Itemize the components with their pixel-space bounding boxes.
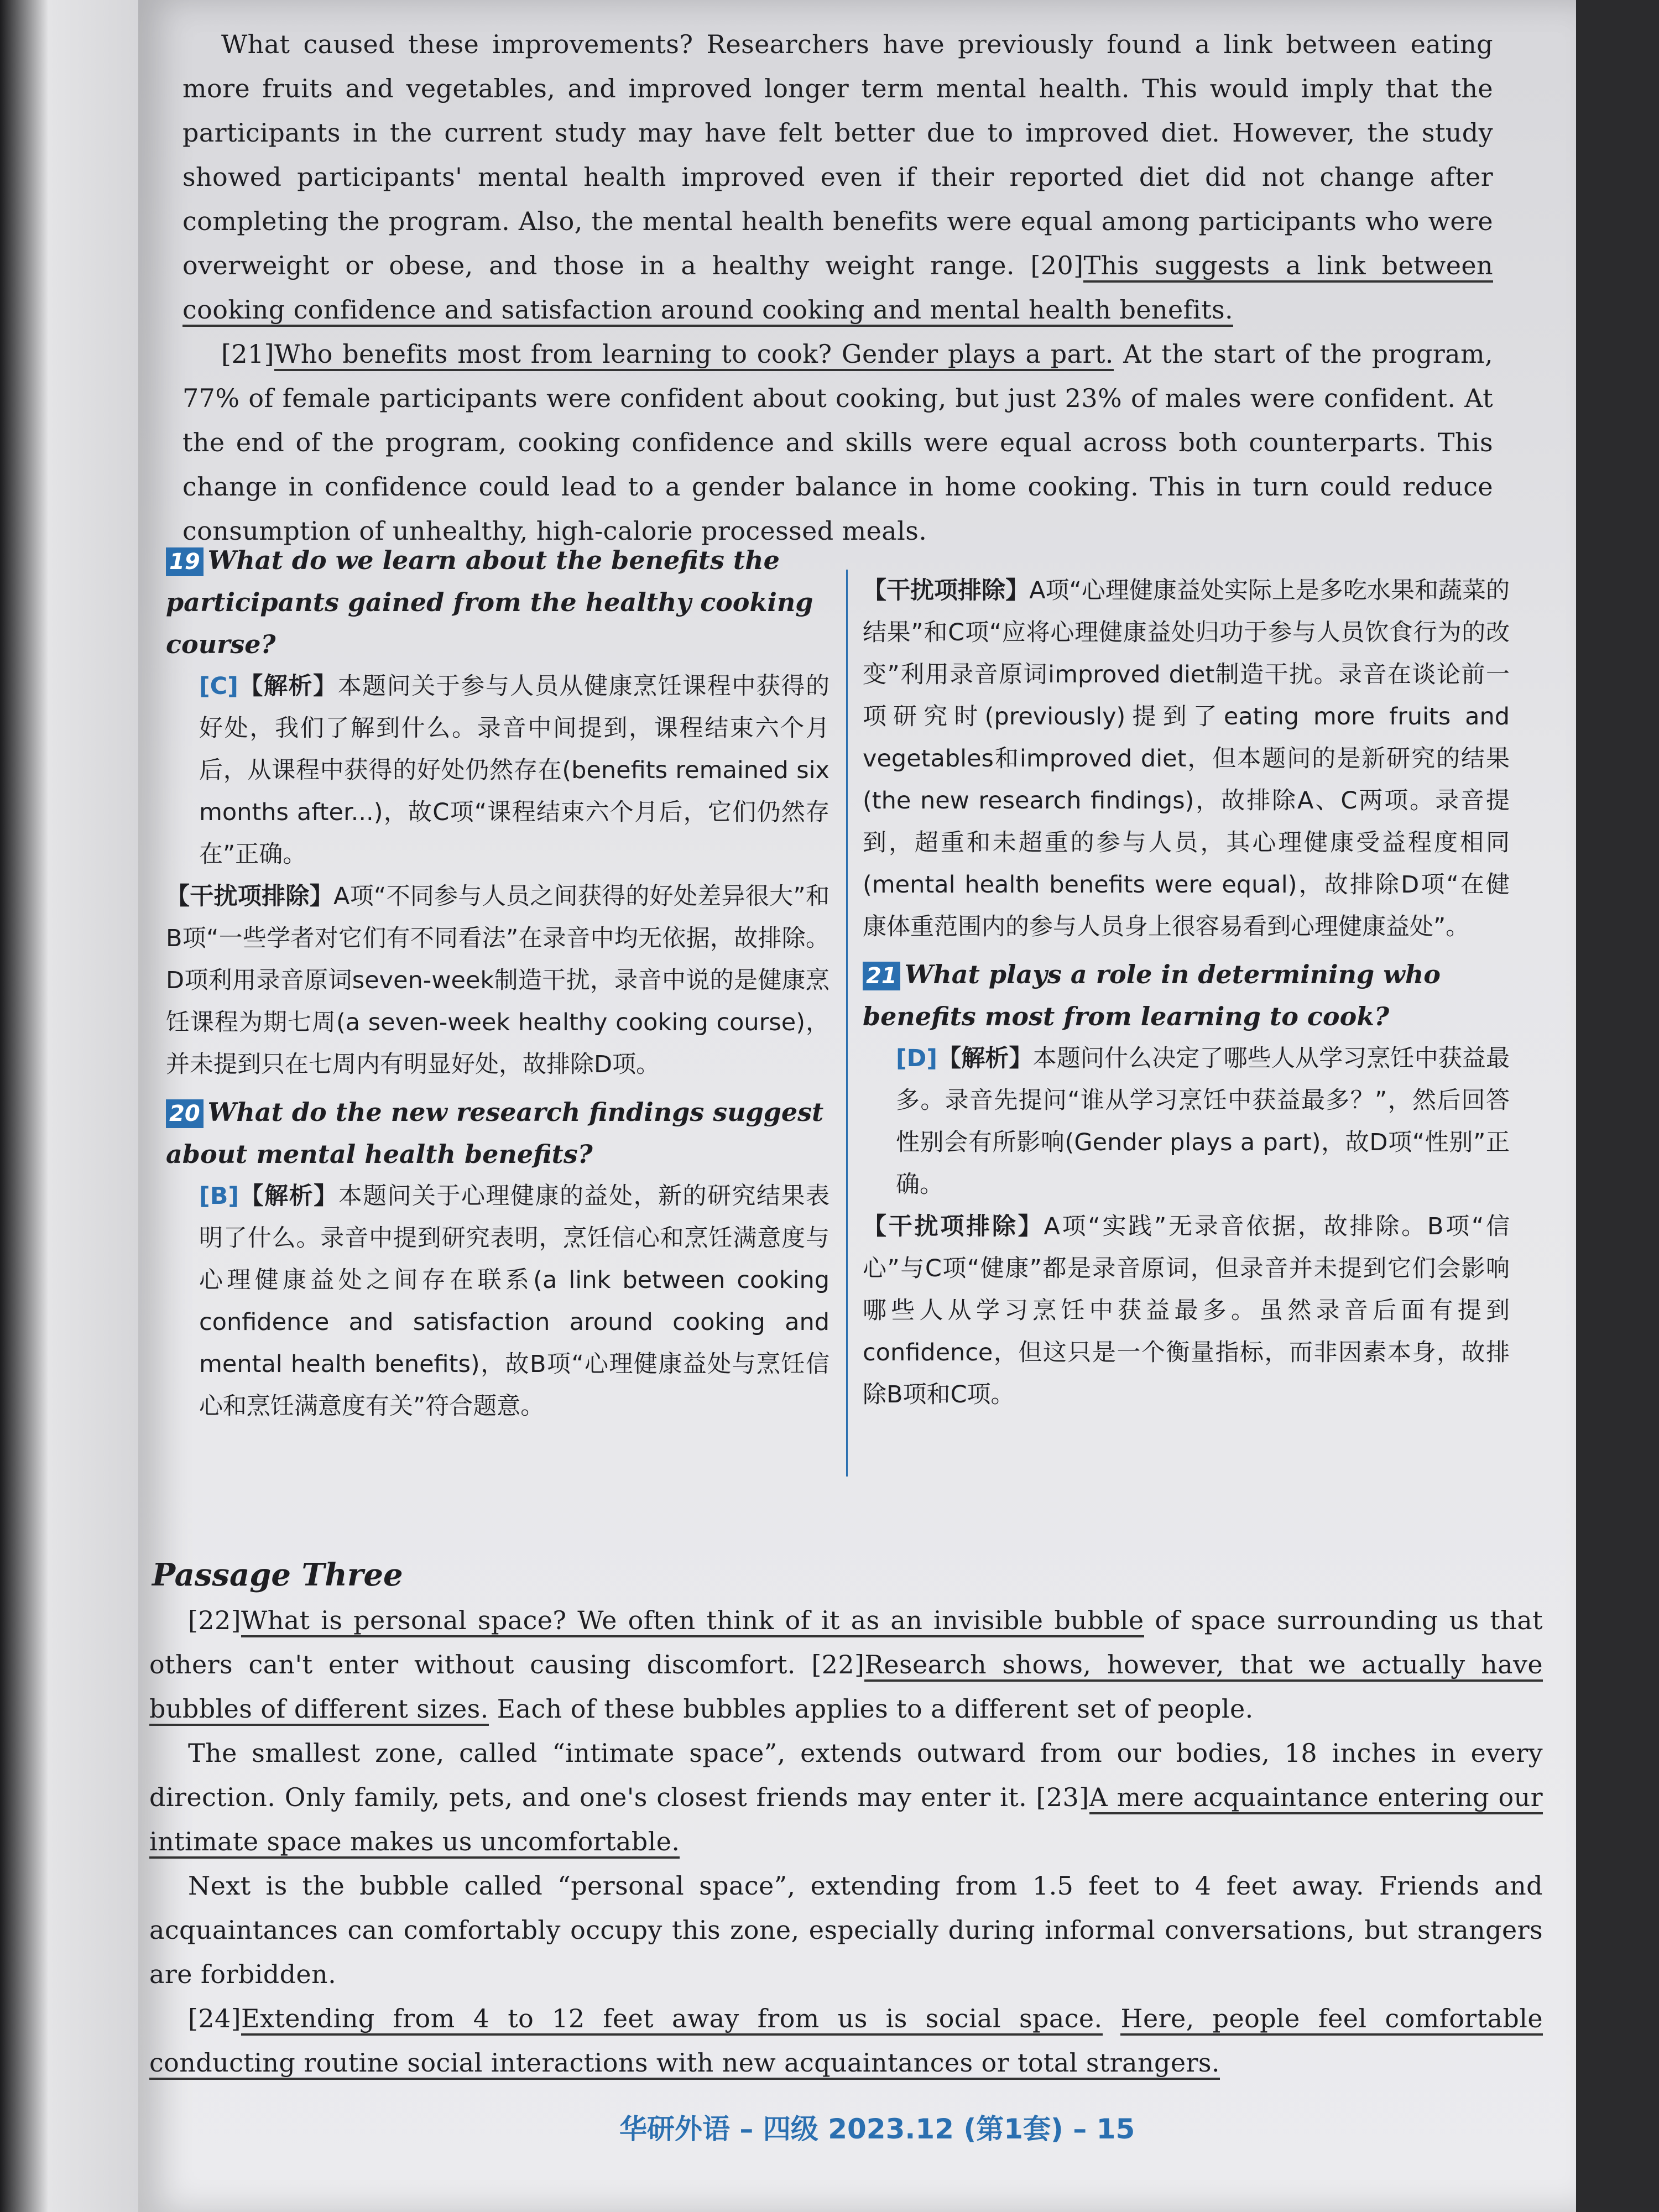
question-19 (166, 539, 830, 1086)
answer-letter: [C] (199, 672, 238, 700)
question-number: 21 (863, 962, 900, 990)
question-text: 20 What do the new research findings suggest about mental health benefits? (166, 1097, 824, 1169)
underlined-sentence: Extending from 4 to 12 feet away from us is social space. (241, 2004, 1102, 2036)
answers-left-column (166, 539, 830, 1427)
question-number: 20 (166, 1099, 204, 1128)
passage-paragraph: What caused these improvements? Researchers have previously found a link between eating more fruits and vegetables, and improved longer term mental health. This would imply that the participants in the current study may have felt better due to improved diet. However, the study showed participants' mental health improved even if their reported diet did not change after completing the program. Also, the mental health benefits were equal among participants who were overweight or obese, and those in a healthy weight range. [20]This suggests a link between cooking confidence and satisfaction around cooking and mental health benefits. (182, 22, 1493, 332)
analysis: [C]【解析】本题问关于参与人员从健康烹饪课程中获得的好处，我们了解到什么。录音中间提到，课程结束六个月后，从课程中获得的好处仍然存在(benefits remained six months after...)，故C项“课程结束六个月后，它们仍然存在”正确。 (199, 672, 830, 868)
analysis: [B]【解析】本题问关于心理健康的益处，新的研究结果表明了什么。录音中提到研究表明，烹饪信心和烹饪满意度与心理健康益处之间存在联系(a link between cooking confidence and satisfaction around cooking and mental health benefits)，故B项“心理健康益处与烹饪信心和烹饪满意度有关”符合题意。 (199, 1182, 830, 1420)
underlined-sentence: Who benefits most from learning to cook? Gender plays a part. (274, 339, 1114, 371)
distractor-analysis: 【干扰项排除】A项“心理健康益处实际上是多吃水果和蔬菜的结果”和C项“应将心理健康益处归功于参与人员饮食行为的改变”利用录音原词improved diet制造干扰。录音在谈论前一项研究时(previously)提到了eating more fruits and vegetables和improved diet，但本题问的是新研究的结果(the new research findings)，故排除A、C两项。录音提到，超重和未超重的参与人员，其心理健康受益程度相同(mental health benefits were equal)，故排除D项“在健康体重范围内的参与人员身上很容易看到心理健康益处”。 (863, 577, 1510, 941)
passage-paragraph: [22]What is personal space? We often think of it as an invisible bubble of space surrounding us that others can't enter without causing discomfort. [22]Research shows, however, that we actually have bubbles of different sizes. Each of these bubbles applies to a different set of people. (149, 1598, 1543, 1731)
distractor-analysis: 【干扰项排除】A项“实践”无录音依据，故排除。B项“信心”与C项“健康”都是录音原词，但录音并未提到它们会影响哪些人从学习烹饪中获益最多。虽然录音后面有提到confidence，但这只是一个衡量指标，而非因素本身，故排除B项和C项。 (863, 1213, 1510, 1408)
passage-paragraph: The smallest zone, called “intimate space”, extends outward from our bodies, 18 inches in every direction. Only family, pets, and one's closest friends may enter it. [23]A mere acquaintance entering our intimate space makes us uncomfortable. (149, 1731, 1543, 1864)
question-text: 19 What do we learn about the benefits the participants gained from the healthy cooking course? (166, 545, 813, 659)
passage-paragraph: [21]Who benefits most from learning to cook? Gender plays a part. At the start of the program, 77% of female participants were confident about cooking, but just 23% of males were confident. At the end of the program, cooking confidence and skills were equal across both counterparts. This change in confidence could lead to a gender balance in home cooking. This in turn could reduce consumption of unhealthy, high-calorie processed meals. (182, 339, 1493, 546)
underlined-sentence: A mere acquaintance entering our intimate space makes us uncomfortable. (149, 1782, 1543, 1859)
passage-paragraph: [24]Extending from 4 to 12 feet away from us is social space. Here, people feel comfortable conducting routine social interactions with new acquaintances or total strangers. (149, 1996, 1543, 2085)
question-number: 19 (166, 547, 204, 576)
facing-page-edge (0, 0, 138, 2212)
passage-three-text (149, 1598, 1543, 2085)
question-21 (863, 953, 1510, 1416)
answer-letter: [B] (199, 1182, 239, 1210)
underlined-sentence: What is personal space? We often think of it as an invisible bubble (241, 1605, 1144, 1637)
answers-right-column (863, 570, 1510, 1416)
passage-paragraph: Next is the bubble called “personal space”, extending from 1.5 feet to 4 feet away. Friends and acquaintances can comfortably occupy this zone, especially during informal conversations, but strangers are forbidden. (149, 1871, 1543, 1989)
underlined-sentence: Here, people feel comfortable conducting routine social interactions with new acquaintances or total strangers. (149, 2004, 1543, 2080)
page-footer: 华研外语 – 四级 2023.12 (第1套) – 15 (619, 2113, 1135, 2145)
analysis: [D]【解析】本题问什么决定了哪些人从学习烹饪中获益最多。录音先提问“谁从学习烹饪中获益最多？”，然后回答性别会有所影响(Gender plays a part)，故D项“性别”正确。 (896, 1045, 1510, 1198)
underlined-sentence: Research shows, however, that we actually have bubbles of different sizes. (149, 1650, 1543, 1726)
passage-two-text (182, 22, 1493, 553)
underlined-sentence: This suggests a link between cooking confidence and satisfaction around cooking and mental health benefits. (182, 251, 1493, 327)
background-edge (1576, 0, 1659, 2212)
passage-title: Passage Three (152, 1557, 403, 1593)
column-divider (846, 570, 848, 1477)
distractor-analysis: 【干扰项排除】A项“不同参与人员之间获得的好处差异很大”和B项“一些学者对它们有不同看法”在录音中均无依据，故排除。D项利用录音原词seven-week制造干扰，录音中说的是健康烹饪课程为期七周(a seven-week healthy cooking course)，并未提到只在七周内有明显好处，故排除D项。 (166, 883, 830, 1078)
answer-letter: [D] (896, 1045, 937, 1072)
question-20 (166, 1091, 830, 1427)
question-text: 21 What plays a role in determining who benefits most from learning to cook? (863, 959, 1441, 1031)
